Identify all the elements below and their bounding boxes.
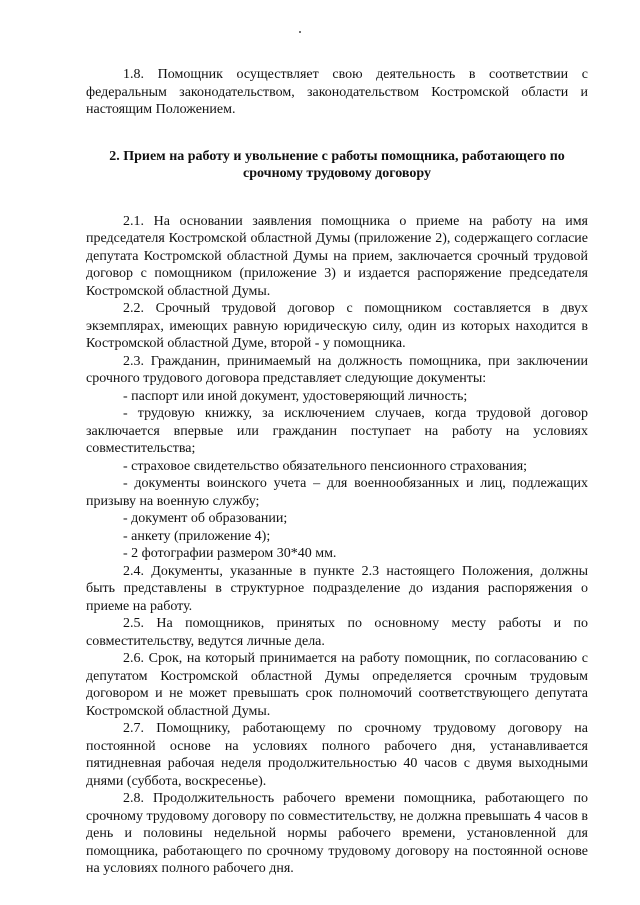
paragraph-2-5: 2.5. На помощников, принятых по основному месту работы и по совместительству, ведутся личные дела. — [86, 616, 588, 649]
paragraph-2-8: 2.8. Продолжительность рабочего времени помощника, работающего по срочному трудовому договору по совместительству, не должна превышать 4 часов в день и половины недельной нормы рабочего времени, установленной для помощника, работающего по срочному трудовому договору на постоянной основе на условиях полного рабочего дня. — [86, 791, 588, 876]
paragraph-2-1: 2.1. На основании заявления помощника о приеме на работу на имя председателя Костромской областной Думы (приложение 2), содержащего согласие депутата Костромской областной Думы на прием, заключается срочный трудовой договор с помощником (приложение 3) и издается распоряжение председателя Костромской областной Думы. — [86, 213, 588, 299]
doc-list-item: - 2 фотографии размером 30*40 мм. — [123, 546, 337, 561]
paragraph-1-8: 1.8. Помощник осуществляет свою деятельность в соответствии с федеральным законодательством, законодательством Костромской области и настоящим Положением. — [86, 67, 588, 117]
paragraph-2-7: 2.7. Помощнику, работающему по срочному трудовому договору на постоянной основе на условиях полного рабочего дня, устанавливается пятидневная рабочая неделя продолжительностью 40 часов с двумя выходными днями (суббота, воскресенье). — [86, 721, 588, 789]
doc-list-item: - паспорт или иной документ, удостоверяющий личность; — [123, 388, 468, 404]
paragraph-2-2: 2.2. Срочный трудовой договор с помощником составляется в двух экземплярах, имеющих равную юридическую силу, один из которых находится в Костромской областной Думе, второй - у помощника. — [86, 301, 588, 351]
paragraph-2-4: 2.4. Документы, указанные в пункте 2.3 настоящего Положения, должны быть представлены в структурное подразделение до издания распоряжения о приеме на работу. — [86, 563, 588, 614]
doc-list-item: - трудовую книжку, за исключением случаев, когда трудовой договор заключается впервые или гражданин поступает на работу на условиях совместительства; — [86, 406, 588, 456]
scan-dot-mark — [299, 31, 301, 33]
section-2-heading: 2. Прием на работу и увольнение с работы помощника, работающего по срочному трудовому договору — [109, 148, 565, 181]
doc-list-item: - страховое свидетельство обязательного пенсионного страхования; — [123, 458, 528, 474]
paragraph-2-3: 2.3. Гражданин, принимаемый на должность помощника, при заключении срочного трудового договора представляет следующие документы: — [86, 353, 588, 386]
doc-list-item: - документы воинского учета – для военнообязанных и лиц, подлежащих призыву на военную службу; — [86, 476, 588, 509]
doc-list-item: - документ об образовании; — [123, 511, 288, 526]
paragraph-2-6: 2.6. Срок, на который принимается на работу помощник, по согласованию с депутатом Костромской областной Думы определяется срочным трудовым договором и не может превышать срок полномочий соответствующего депутата Костромской областной Думы. — [86, 651, 588, 719]
doc-list-item: - анкету (приложение 4); — [123, 528, 271, 544]
